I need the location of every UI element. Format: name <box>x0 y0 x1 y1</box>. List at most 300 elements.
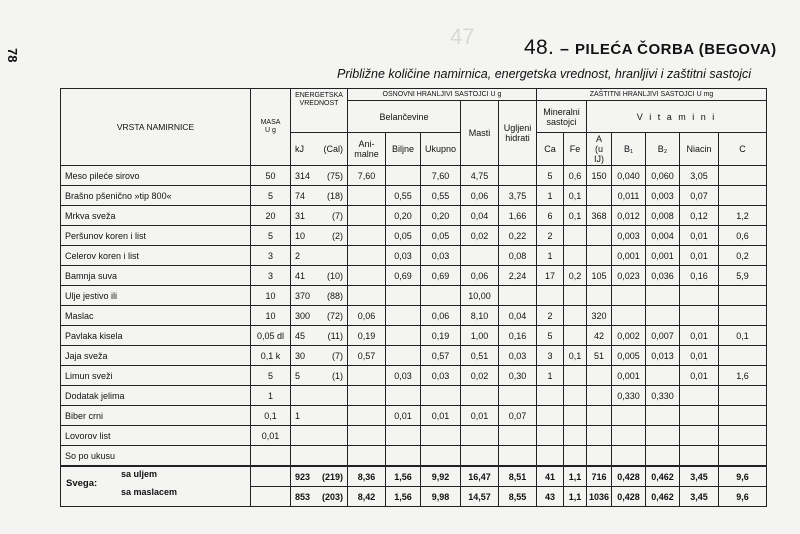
cell-masa: 10 <box>251 306 291 326</box>
cell-vit-a <box>587 366 612 386</box>
cell-b2: 0,007 <box>646 326 680 346</box>
table-row <box>61 426 767 446</box>
cell-name: Dodatak jelima <box>61 386 251 406</box>
cell-b1 <box>612 426 646 446</box>
cell-animalne <box>348 406 386 426</box>
cell-b2 <box>646 406 680 426</box>
cell-biljne: 1,56 <box>386 466 421 487</box>
cell-niacin: 0,16 <box>680 266 719 286</box>
cell-ukupno: 0,01 <box>421 406 461 426</box>
cell-biljne <box>386 166 421 186</box>
cell-ukupno: 0,03 <box>421 366 461 386</box>
cell-masa: 0,05 dl <box>251 326 291 346</box>
cell-name: Jaja sveža <box>61 346 251 366</box>
cell-name: Brašno pšenično »tip 800« <box>61 186 251 206</box>
table-row <box>61 346 767 366</box>
cell-ca: 1 <box>537 246 564 266</box>
cell-animalne: 8,36 <box>348 466 386 487</box>
cell-niacin <box>680 286 719 306</box>
cell-animalne <box>348 366 386 386</box>
cell-vit-a: 1036 <box>587 487 612 507</box>
cell-ca <box>537 406 564 426</box>
table-row <box>61 186 767 206</box>
cell-masa <box>251 487 291 507</box>
cell-masa: 0,01 <box>251 426 291 446</box>
header-ukupno: Ukupno <box>421 133 461 166</box>
cell-vit-a: 105 <box>587 266 612 286</box>
cell-ugljeni: 0,04 <box>499 306 537 326</box>
cell-energy <box>291 426 348 446</box>
cell-masti: 1,00 <box>461 326 499 346</box>
cell-kj: 45 <box>295 330 306 341</box>
totals-label-text: Svega: <box>66 478 98 489</box>
cell-vit-a: 716 <box>587 466 612 487</box>
table-row <box>61 366 767 386</box>
cell-masti: 4,75 <box>461 166 499 186</box>
cell-ugljeni <box>499 446 537 467</box>
cell-energy <box>291 487 348 507</box>
recipe-title <box>524 36 777 60</box>
cell-vit-a <box>587 186 612 206</box>
header-masti: Masti <box>461 101 499 166</box>
cell-c <box>719 186 767 206</box>
cell-masa: 5 <box>251 226 291 246</box>
cell-fe <box>564 446 587 467</box>
table-row <box>61 286 767 306</box>
cell-cal: (219) <box>321 471 343 482</box>
cell-vit-a: 51 <box>587 346 612 366</box>
cell-energy <box>291 406 348 426</box>
cell-niacin <box>680 446 719 467</box>
cell-masti: 8,10 <box>461 306 499 326</box>
cell-ukupno: 7,60 <box>421 166 461 186</box>
cell-ukupno: 0,55 <box>421 186 461 206</box>
totals-sublabel-2: sa maslacem <box>121 487 178 497</box>
cell-b1 <box>612 306 646 326</box>
cell-vit-a <box>587 446 612 467</box>
cell-animalne <box>348 426 386 446</box>
cell-fe: 1,1 <box>564 466 587 487</box>
cell-vit-a <box>587 426 612 446</box>
header-animalne: Ani- malne <box>348 133 386 166</box>
cell-c: 0,6 <box>719 226 767 246</box>
cell-niacin: 0,07 <box>680 186 719 206</box>
cell-ukupno: 0,06 <box>421 306 461 326</box>
cell-name: Lovorov list <box>61 426 251 446</box>
cell-masti: 14,57 <box>461 487 499 507</box>
cell-ca: 1 <box>537 366 564 386</box>
cell-ukupno <box>421 286 461 306</box>
header-masa: MASA U g <box>251 89 291 166</box>
table-row <box>61 306 767 326</box>
table-row <box>61 266 767 286</box>
cell-kj: 31 <box>295 210 306 221</box>
cell-c <box>719 406 767 426</box>
cell-niacin: 0,01 <box>680 346 719 366</box>
cell-masa: 10 <box>251 286 291 306</box>
cell-fe <box>564 226 587 246</box>
cell-ugljeni: 3,75 <box>499 186 537 206</box>
cell-energy <box>291 306 348 326</box>
cell-niacin: 3,05 <box>680 166 719 186</box>
cell-b1: 0,012 <box>612 206 646 226</box>
cell-masti: 0,06 <box>461 266 499 286</box>
header-energy-units <box>291 133 348 166</box>
cell-ca: 2 <box>537 306 564 326</box>
cell-animalne <box>348 286 386 306</box>
cell-vit-a: 42 <box>587 326 612 346</box>
cell-kj: 853 <box>295 491 311 502</box>
cell-ukupno <box>421 446 461 467</box>
cell-masti <box>461 426 499 446</box>
header-mineralni: Mineralni sastojci <box>537 101 587 133</box>
cell-ugljeni <box>499 386 537 406</box>
cell-fe <box>564 426 587 446</box>
cell-name: Mrkva sveža <box>61 206 251 226</box>
cell-biljne <box>386 346 421 366</box>
cell-b2: 0,462 <box>646 487 680 507</box>
cell-kj: 74 <box>295 190 306 201</box>
cell-ugljeni: 8,51 <box>499 466 537 487</box>
cell-niacin: 0,12 <box>680 206 719 226</box>
cell-kj: 1 <box>295 410 301 421</box>
nutrition-table <box>60 88 767 507</box>
cell-animalne <box>348 186 386 206</box>
cell-cal: (88) <box>326 290 343 301</box>
cell-ca: 5 <box>537 326 564 346</box>
cell-niacin: 0,01 <box>680 246 719 266</box>
cell-c: 5,9 <box>719 266 767 286</box>
cell-kj: 314 <box>295 170 311 181</box>
cell-ugljeni: 8,55 <box>499 487 537 507</box>
header-osnovni: OSNOVNI HRANLJIVI SASTOJCI U g <box>348 89 537 101</box>
cell-b1: 0,330 <box>612 386 646 406</box>
cell-cal: (18) <box>326 190 343 201</box>
cell-ugljeni: 0,07 <box>499 406 537 426</box>
cell-name: Celerov koren i list <box>61 246 251 266</box>
cell-niacin: 3,45 <box>680 487 719 507</box>
totals-row <box>61 466 767 487</box>
cell-b2: 0,036 <box>646 266 680 286</box>
cell-cal: (2) <box>332 230 343 241</box>
cell-ukupno: 0,19 <box>421 326 461 346</box>
cell-name: Limun sveži <box>61 366 251 386</box>
header-energetska: ENERGETSKA VREDNOST <box>291 89 348 133</box>
cell-c <box>719 306 767 326</box>
totals-sublabel-1: sa uljem <box>121 469 158 479</box>
cell-masti: 0,02 <box>461 226 499 246</box>
cell-b1 <box>612 406 646 426</box>
cell-b2 <box>646 286 680 306</box>
header-b1: B₁ <box>612 133 646 166</box>
cell-c <box>719 426 767 446</box>
header-c: C <box>719 133 767 166</box>
cell-kj: 5 <box>295 370 301 381</box>
table-row <box>61 166 767 186</box>
cell-biljne: 0,55 <box>386 186 421 206</box>
cell-ugljeni: 0,03 <box>499 346 537 366</box>
header-kj: kJ <box>295 144 304 154</box>
cell-ukupno: 0,03 <box>421 246 461 266</box>
cell-fe: 0,1 <box>564 346 587 366</box>
cell-b1: 0,002 <box>612 326 646 346</box>
nutrition-table-body <box>61 166 767 507</box>
cell-cal: (203) <box>321 491 343 502</box>
cell-vit-a <box>587 406 612 426</box>
cell-vit-a <box>587 286 612 306</box>
header-ca: Ca <box>537 133 564 166</box>
cell-name: Biber crni <box>61 406 251 426</box>
cell-c: 1,2 <box>719 206 767 226</box>
cell-ugljeni: 1,66 <box>499 206 537 226</box>
cell-ugljeni: 0,30 <box>499 366 537 386</box>
cell-name: Maslac <box>61 306 251 326</box>
cell-masa <box>251 466 291 487</box>
cell-vit-a <box>587 246 612 266</box>
cell-energy <box>291 206 348 226</box>
cell-energy <box>291 286 348 306</box>
cell-vit-a: 368 <box>587 206 612 226</box>
header-vitamini: V i t a m i n i <box>587 101 767 133</box>
cell-niacin <box>680 406 719 426</box>
cell-masa: 5 <box>251 366 291 386</box>
cell-animalne <box>348 226 386 246</box>
header-fe: Fe <box>564 133 587 166</box>
cell-ca: 2 <box>537 226 564 246</box>
cell-niacin: 0,01 <box>680 226 719 246</box>
cell-niacin: 3,45 <box>680 466 719 487</box>
cell-b1: 0,003 <box>612 226 646 246</box>
cell-animalne: 0,06 <box>348 306 386 326</box>
cell-b2: 0,008 <box>646 206 680 226</box>
cell-animalne <box>348 266 386 286</box>
cell-fe <box>564 386 587 406</box>
cell-ukupno: 0,69 <box>421 266 461 286</box>
cell-masti: 0,02 <box>461 366 499 386</box>
cell-name: Meso pileće sirovo <box>61 166 251 186</box>
cell-b1: 0,011 <box>612 186 646 206</box>
cell-b2: 0,001 <box>646 246 680 266</box>
cell-ukupno: 9,98 <box>421 487 461 507</box>
cell-ca: 43 <box>537 487 564 507</box>
cell-ca: 6 <box>537 206 564 226</box>
cell-ugljeni <box>499 166 537 186</box>
cell-niacin: 0,01 <box>680 326 719 346</box>
cell-c <box>719 166 767 186</box>
table-row <box>61 246 767 266</box>
header-vitamin-a: A (u IJ) <box>587 133 612 166</box>
cell-vit-a: 150 <box>587 166 612 186</box>
cell-fe: 0,1 <box>564 186 587 206</box>
cell-cal: (7) <box>332 210 343 221</box>
cell-ca: 3 <box>537 346 564 366</box>
cell-ugljeni: 0,08 <box>499 246 537 266</box>
table-row <box>61 226 767 246</box>
header-belancevine: Belančevine <box>348 101 461 133</box>
title-dash: – <box>559 41 570 58</box>
cell-biljne: 0,03 <box>386 246 421 266</box>
cell-fe <box>564 306 587 326</box>
cell-vit-a: 320 <box>587 306 612 326</box>
cell-ukupno <box>421 386 461 406</box>
cell-ukupno: 9,92 <box>421 466 461 487</box>
cell-ca <box>537 386 564 406</box>
cell-animalne <box>348 206 386 226</box>
cell-fe: 1,1 <box>564 487 587 507</box>
cell-energy <box>291 386 348 406</box>
cell-masti <box>461 246 499 266</box>
cell-b2: 0,013 <box>646 346 680 366</box>
cell-c: 9,6 <box>719 466 767 487</box>
cell-cal: (11) <box>327 330 343 341</box>
cell-energy <box>291 186 348 206</box>
table-row <box>61 406 767 426</box>
cell-masa: 5 <box>251 186 291 206</box>
cell-b1: 0,040 <box>612 166 646 186</box>
cell-c <box>719 446 767 467</box>
cell-animalne: 0,19 <box>348 326 386 346</box>
cell-name: Ulje jestivo ili <box>61 286 251 306</box>
cell-ugljeni <box>499 426 537 446</box>
cell-masa: 3 <box>251 266 291 286</box>
cell-masti <box>461 446 499 467</box>
cell-ca: 5 <box>537 166 564 186</box>
cell-b2 <box>646 426 680 446</box>
cell-kj: 30 <box>295 350 306 361</box>
cell-animalne: 7,60 <box>348 166 386 186</box>
cell-cal: (1) <box>332 370 343 381</box>
cell-b2: 0,004 <box>646 226 680 246</box>
cell-ukupno: 0,57 <box>421 346 461 366</box>
header-niacin: Niacin <box>680 133 719 166</box>
header-cal: (Cal) <box>323 144 343 154</box>
cell-kj: 10 <box>295 230 306 241</box>
cell-fe <box>564 246 587 266</box>
cell-ukupno: 0,05 <box>421 226 461 246</box>
cell-energy <box>291 226 348 246</box>
cell-c: 1,6 <box>719 366 767 386</box>
cell-masti: 10,00 <box>461 286 499 306</box>
cell-fe <box>564 286 587 306</box>
cell-energy <box>291 166 348 186</box>
cell-name: So po ukusu <box>61 446 251 467</box>
header-ugljeni: Ugljeni hidrati <box>499 101 537 166</box>
cell-biljne <box>386 426 421 446</box>
cell-b2: 0,330 <box>646 386 680 406</box>
cell-masa: 20 <box>251 206 291 226</box>
cell-vit-a <box>587 226 612 246</box>
cell-name: Peršunov koren i list <box>61 226 251 246</box>
cell-biljne: 0,69 <box>386 266 421 286</box>
cell-b2: 0,060 <box>646 166 680 186</box>
cell-b1 <box>612 286 646 306</box>
table-row <box>61 326 767 346</box>
cell-cal: (10) <box>326 270 343 281</box>
header-biljne: Biljne <box>386 133 421 166</box>
cell-fe: 0,2 <box>564 266 587 286</box>
cell-ugljeni: 0,16 <box>499 326 537 346</box>
cell-fe <box>564 326 587 346</box>
cell-masa: 0,1 k <box>251 346 291 366</box>
cell-masti: 0,51 <box>461 346 499 366</box>
cell-masti: 16,47 <box>461 466 499 487</box>
cell-cal: (7) <box>332 350 343 361</box>
cell-biljne <box>386 326 421 346</box>
cell-ugljeni: 2,24 <box>499 266 537 286</box>
cell-name: Bamnja suva <box>61 266 251 286</box>
cell-masti <box>461 386 499 406</box>
cell-b2 <box>646 306 680 326</box>
cell-fe <box>564 366 587 386</box>
cell-masa: 3 <box>251 246 291 266</box>
cell-kj: 370 <box>295 290 311 301</box>
cell-c <box>719 286 767 306</box>
cell-fe: 0,1 <box>564 206 587 226</box>
cell-masa: 50 <box>251 166 291 186</box>
cell-kj: 923 <box>295 471 311 482</box>
cell-masa: 0,1 <box>251 406 291 426</box>
cell-c: 0,1 <box>719 326 767 346</box>
cell-animalne <box>348 386 386 406</box>
cell-biljne: 0,05 <box>386 226 421 246</box>
cell-masa <box>251 446 291 467</box>
cell-b2 <box>646 366 680 386</box>
cell-niacin <box>680 426 719 446</box>
table-caption: Približne količine namirnica, energetska vrednost, hranljivi i zaštitni sastojci <box>337 67 752 81</box>
cell-kj: 41 <box>295 270 306 281</box>
cell-masti: 0,04 <box>461 206 499 226</box>
cell-energy <box>291 346 348 366</box>
cell-biljne <box>386 386 421 406</box>
header-zastitni: ZAŠTITNI HRANLJIVI SASTOJCI U mg <box>537 89 767 101</box>
cell-animalne <box>348 246 386 266</box>
cell-vit-a <box>587 386 612 406</box>
cell-ca: 17 <box>537 266 564 286</box>
cell-biljne: 0,20 <box>386 206 421 226</box>
cell-b2: 0,462 <box>646 466 680 487</box>
cell-b1: 0,428 <box>612 466 646 487</box>
cell-name: Pavlaka kisela <box>61 326 251 346</box>
cell-biljne <box>386 286 421 306</box>
cell-ca: 1 <box>537 186 564 206</box>
cell-masa: 1 <box>251 386 291 406</box>
page-number: 78 <box>5 48 20 63</box>
recipe-name: PILEĆA ČORBA (BEGOVA) <box>575 41 777 58</box>
cell-kj: 2 <box>295 250 301 261</box>
cell-masti: 0,01 <box>461 406 499 426</box>
cell-b2 <box>646 446 680 467</box>
cell-b1: 0,428 <box>612 487 646 507</box>
cell-c: 9,6 <box>719 487 767 507</box>
cell-cal: (72) <box>326 310 343 321</box>
cell-c <box>719 386 767 406</box>
totals-label <box>61 466 251 507</box>
cell-ugljeni <box>499 286 537 306</box>
bleed-through-text: 47 <box>450 24 475 49</box>
cell-ca <box>537 286 564 306</box>
cell-energy <box>291 366 348 386</box>
table-row <box>61 206 767 226</box>
cell-ukupno <box>421 426 461 446</box>
cell-energy <box>291 266 348 286</box>
cell-c: 0,2 <box>719 246 767 266</box>
cell-c <box>719 346 767 366</box>
header-vrsta: VRSTA NAMIRNICE <box>61 89 251 166</box>
cell-ca: 41 <box>537 466 564 487</box>
cell-biljne <box>386 306 421 326</box>
cell-biljne: 1,56 <box>386 487 421 507</box>
cell-animalne: 8,42 <box>348 487 386 507</box>
